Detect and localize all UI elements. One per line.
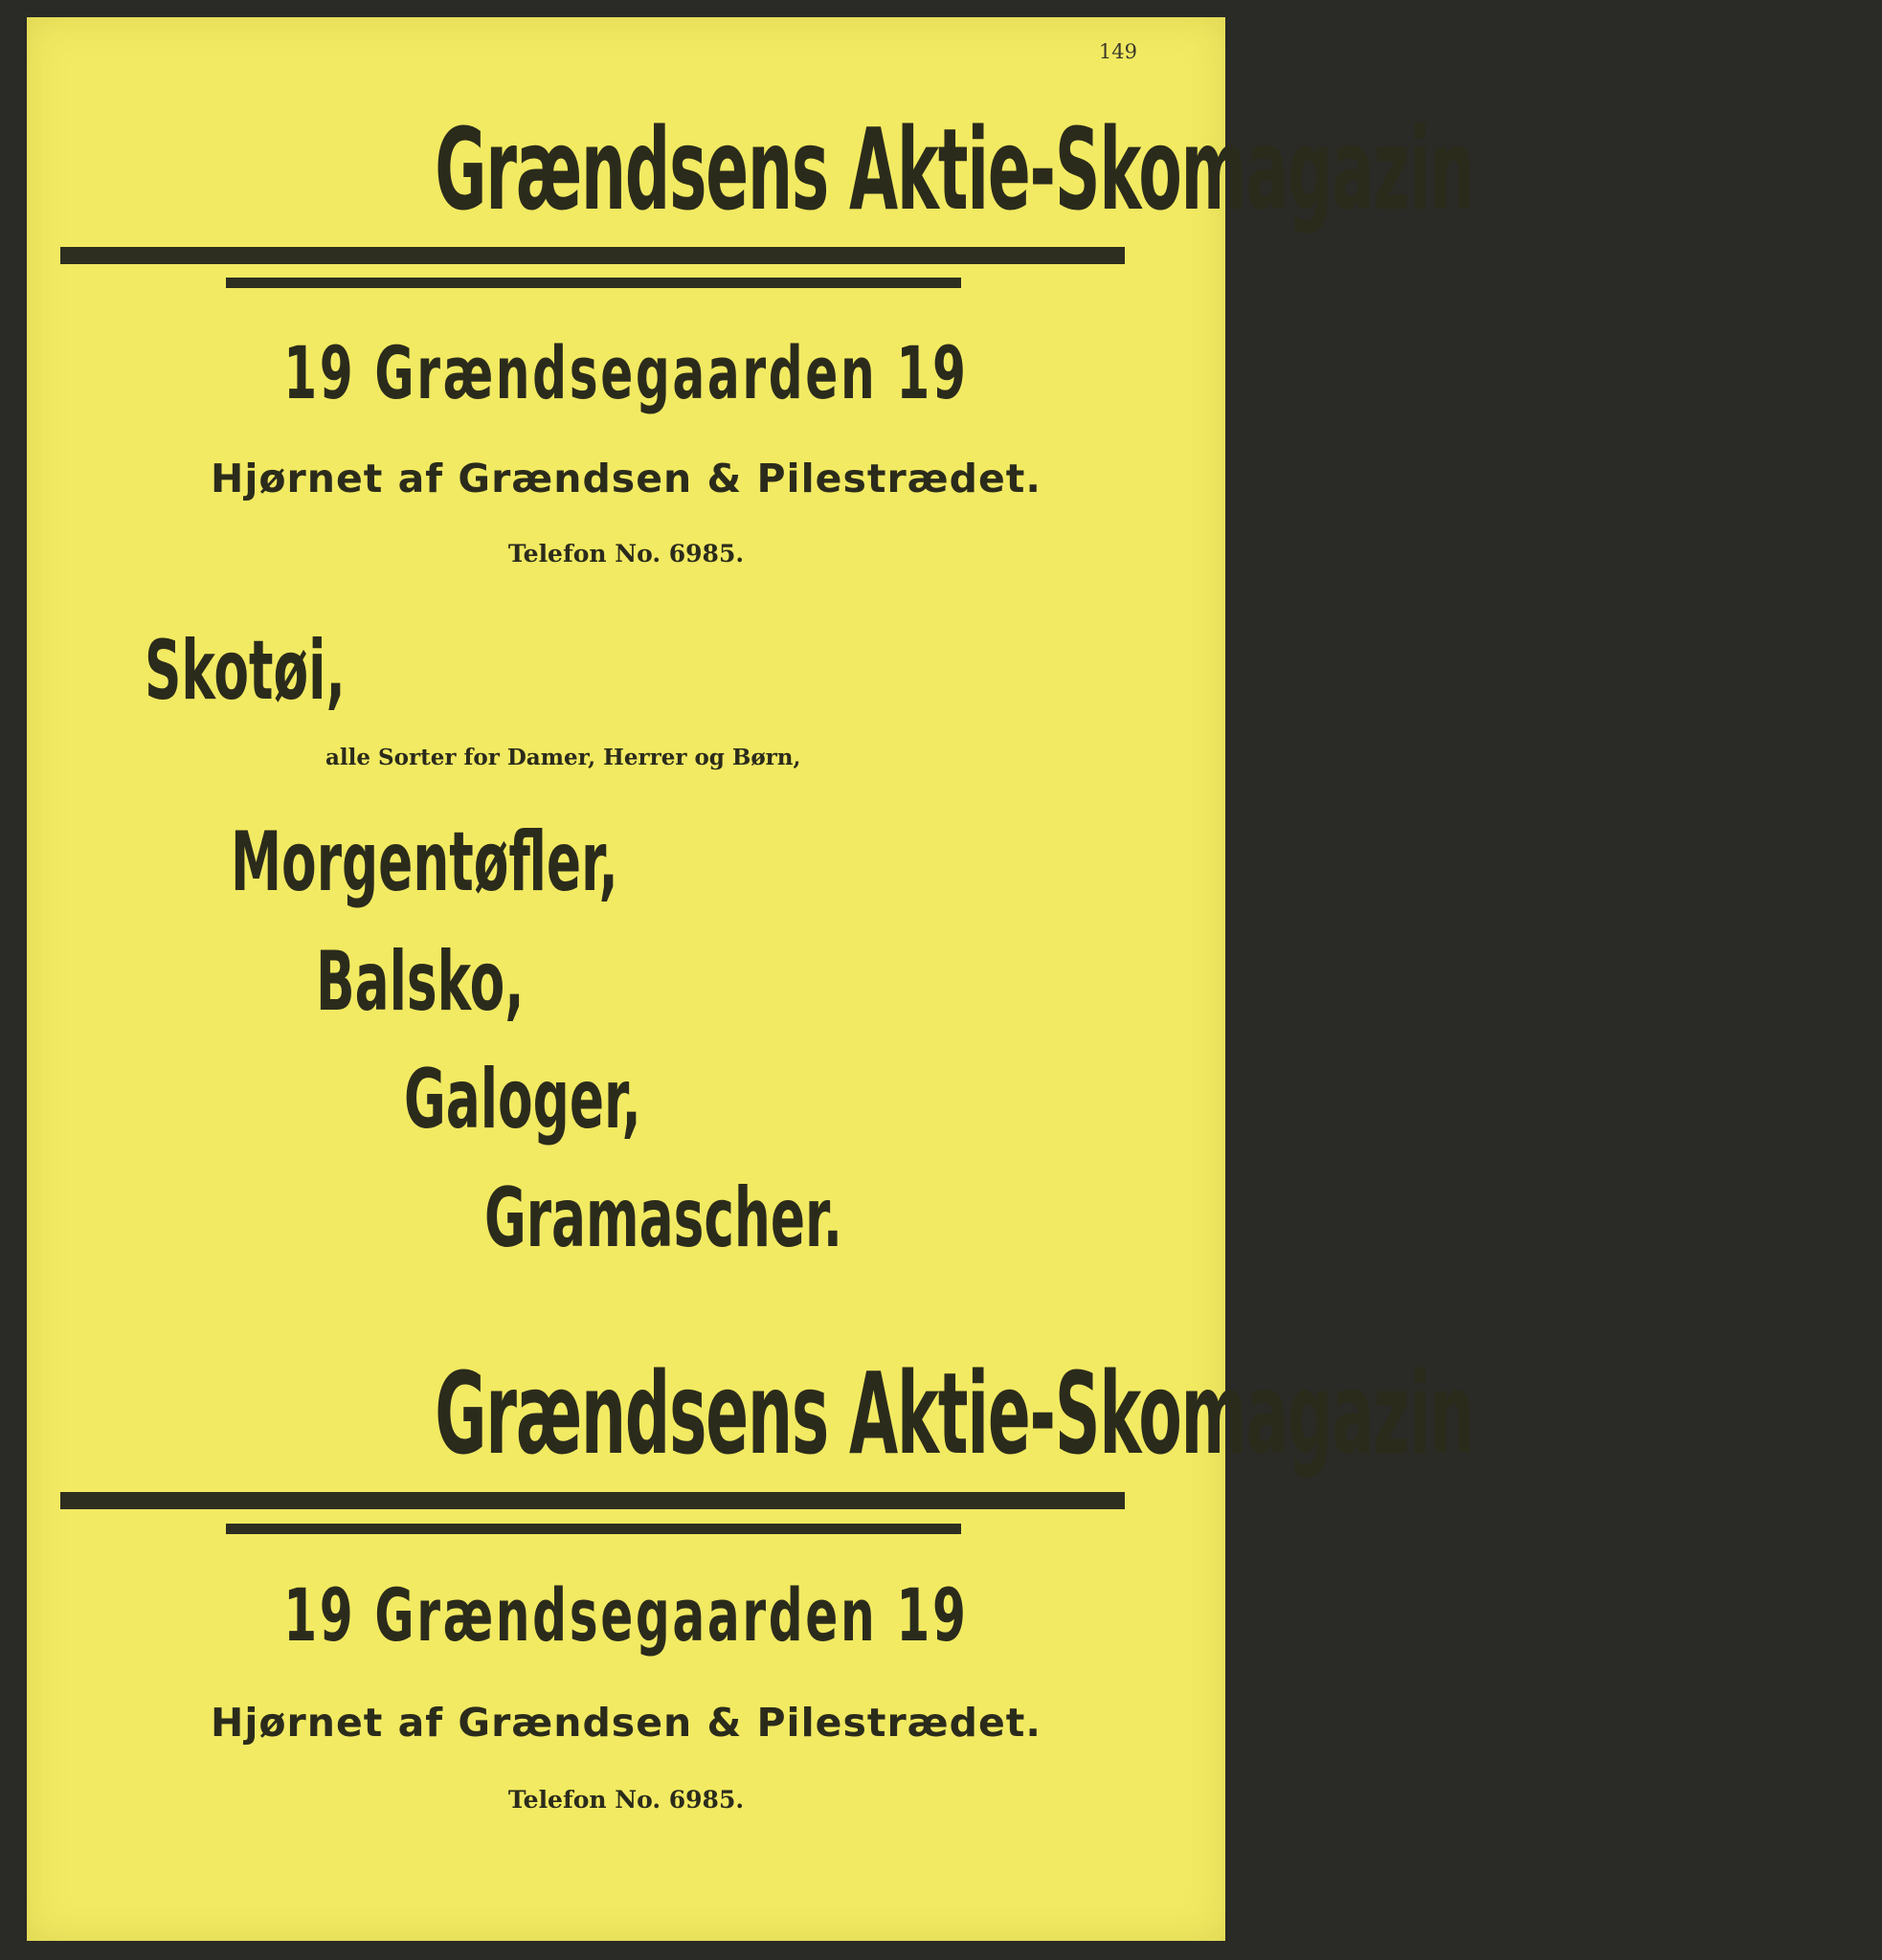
top-title-text: Grændsens Aktie-Skomagazin (435, 103, 1474, 235)
bottom-phone: Telefon No. 6985. (507, 1786, 745, 1814)
bottom-address (27, 1572, 1225, 1658)
bottom-thin-rule (226, 1524, 961, 1534)
product-skotoi: Skotøi, (145, 623, 346, 719)
advertisement-page (27, 17, 1474, 1941)
page-number: 149 (1098, 40, 1137, 63)
bottom-address-text: 19 Grændsegaarden 19 (283, 1572, 969, 1658)
top-address (27, 330, 1225, 415)
product-galoger: Galoger, (404, 1052, 641, 1147)
bottom-corner-text: Hjørnet af Grændsen & Pilestrædet. (211, 1700, 1042, 1746)
top-corner-text: Hjørnet af Grændsen & Pilestrædet. (211, 456, 1042, 501)
product-gramascher: Gramascher. (484, 1170, 842, 1266)
product-balsko: Balsko, (316, 934, 525, 1030)
top-address-text: 19 Grændsegaarden 19 (283, 330, 969, 415)
bottom-thick-rule (60, 1492, 1125, 1509)
bottom-title (27, 1348, 1474, 1480)
bottom-title-text: Grændsens Aktie-Skomagazin (435, 1348, 1474, 1480)
product-morgentofler: Morgentøfler, (231, 814, 618, 910)
top-thin-rule (226, 278, 961, 288)
top-thick-rule (60, 247, 1125, 264)
top-phone: Telefon No. 6985. (507, 540, 745, 568)
product-skotoi-description: alle Sorter for Damer, Herrer og Børn, (325, 745, 801, 770)
top-title (27, 103, 1474, 235)
